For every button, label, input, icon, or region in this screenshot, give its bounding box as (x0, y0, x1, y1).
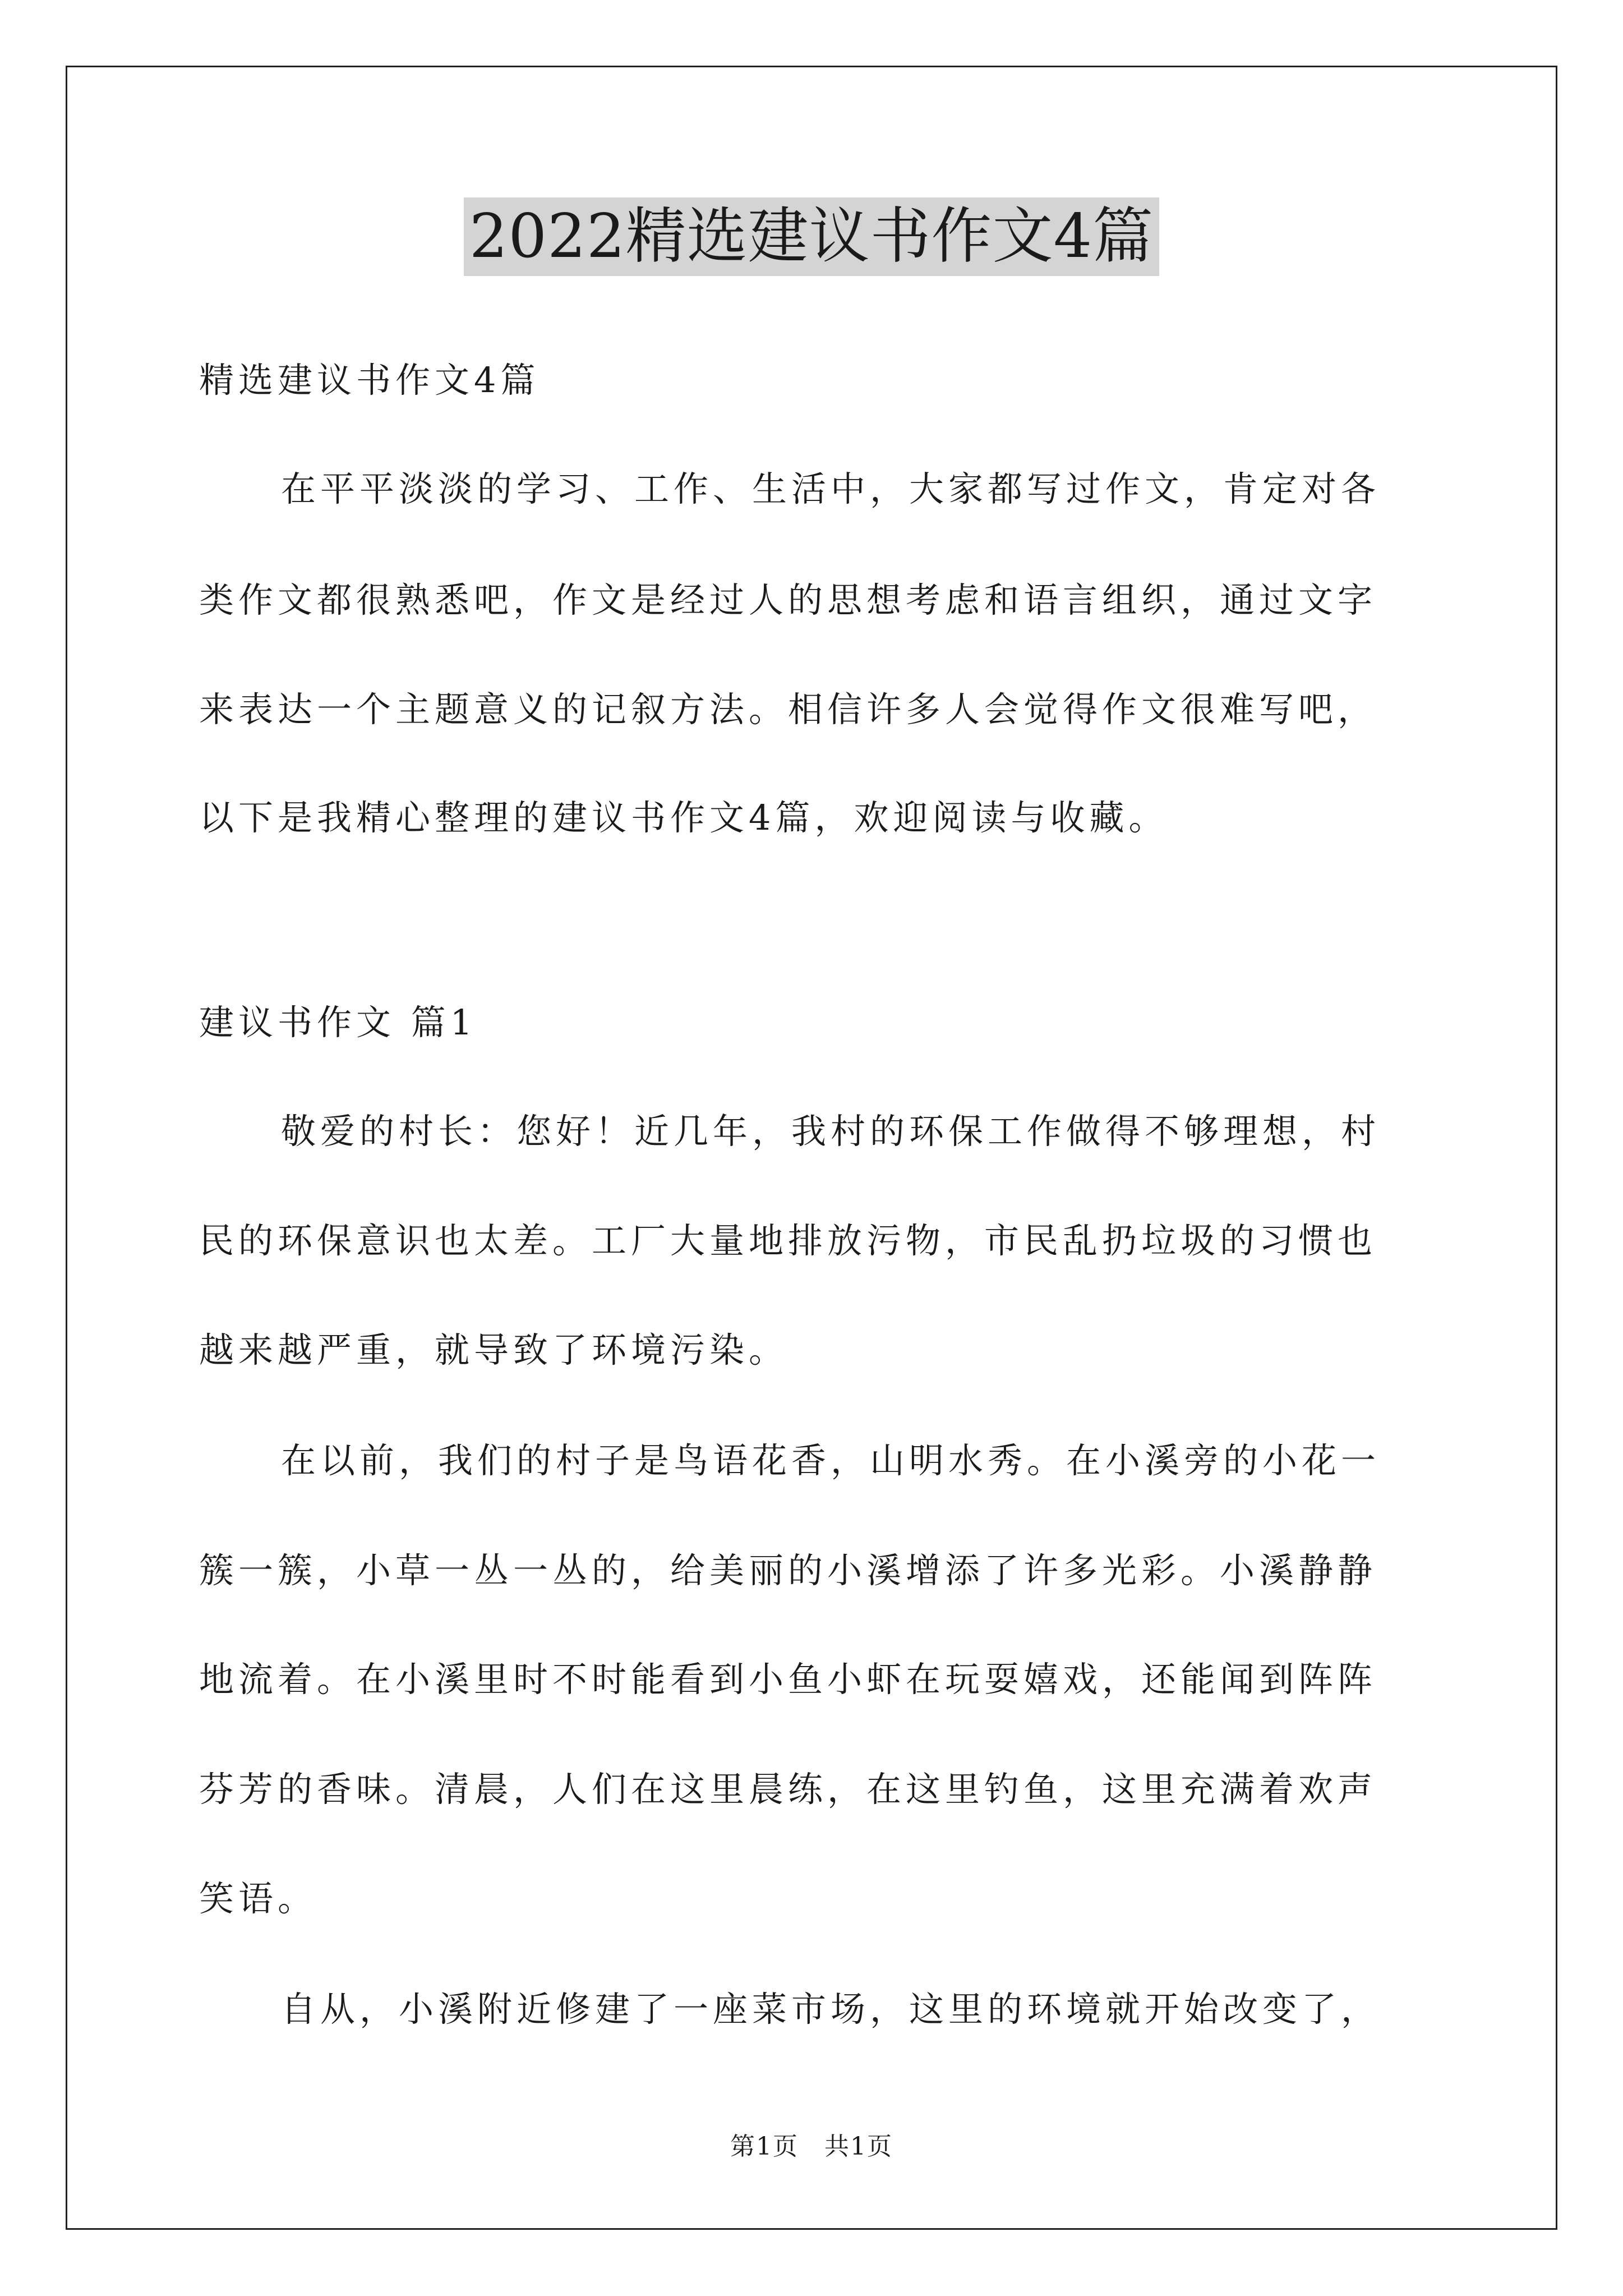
body-line: 民的环保意识也太差。工厂大量地排放污物，市民乱扔垃圾的习惯也 (199, 1220, 1377, 1261)
body-line: 越来越严重，就导致了环境污染。 (199, 1329, 789, 1370)
body-line: 芬芳的香味。清晨，人们在这里晨练，在这里钓鱼，这里充满着欢声 (199, 1769, 1377, 1810)
body-line: 在以前，我们的村子是鸟语花香，山明水秀。在小溪旁的小花一 (281, 1440, 1381, 1481)
page-footer: 第1页 共1页 (730, 2132, 893, 2161)
body-line: 笑语。 (199, 1878, 317, 1919)
intro-line: 以下是我精心整理的建议书作文4篇，欢迎阅读与收藏。 (199, 797, 1168, 838)
intro-line: 来表达一个主题意义的记叙方法。相信许多人会觉得作文很难写吧， (199, 689, 1377, 730)
body-line: 簇一簇，小草一丛一丛的，给美丽的小溪增添了许多光彩。小溪静静 (199, 1550, 1377, 1591)
body-line: 敬爱的村长：您好！近几年，我村的环保工作做得不够理想，村 (281, 1111, 1381, 1152)
document-title: 2022精选建议书作文4篇 (464, 197, 1160, 276)
section-heading: 建议书作文 篇1 (199, 1002, 477, 1043)
title-block (0, 197, 1623, 276)
intro-line: 类作文都很熟悉吧，作文是经过人的思想考虑和语言组织，通过文字 (199, 579, 1377, 620)
intro-line: 在平平淡淡的学习、工作、生活中，大家都写过作文，肯定对各 (281, 468, 1381, 509)
document-subtitle: 精选建议书作文4篇 (199, 360, 540, 401)
body-line: 地流着。在小溪里时不时能看到小鱼小虾在玩耍嬉戏，还能闻到阵阵 (199, 1659, 1377, 1700)
body-line: 自从，小溪附近修建了一座菜市场，这里的环境就开始改变了， (281, 1989, 1381, 2030)
